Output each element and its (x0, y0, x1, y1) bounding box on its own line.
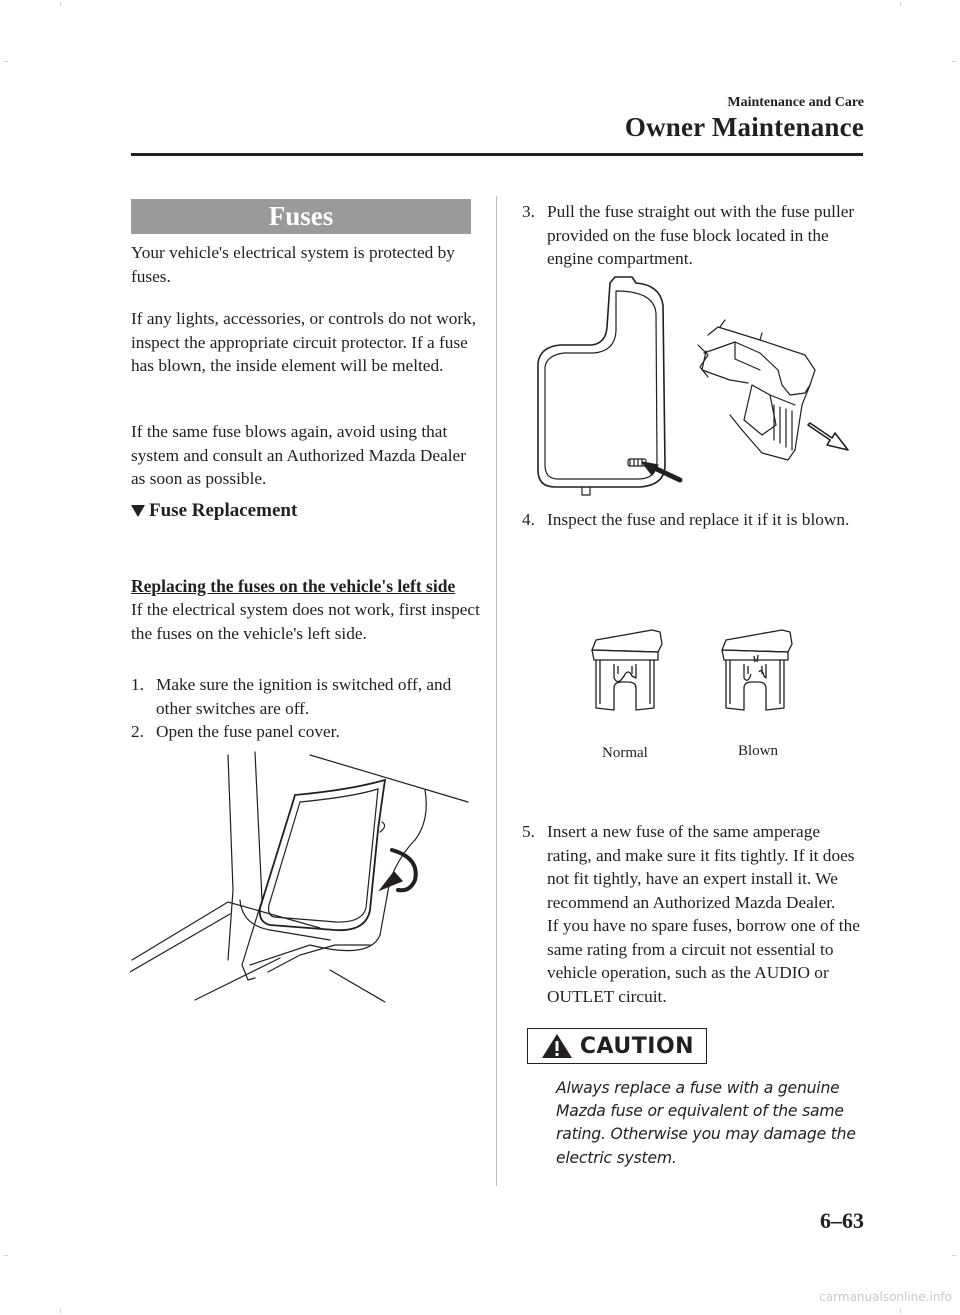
step-text: Inspect the fuse and replace it if it is blown. (547, 510, 850, 529)
repeat-blow-paragraph: If the same fuse blows again, avoid using that system and consult an Authorized Mazda Dealer as soon as possible. (131, 422, 466, 488)
caution-label: CAUTION (579, 1033, 695, 1059)
chapter-title: Maintenance and Care (727, 95, 864, 110)
step-text: Pull the fuse straight out with the fuse puller provided on the fuse block located in the engine compartment. (547, 202, 855, 268)
normal-fuse-icon (588, 628, 668, 716)
step-number: 5. (522, 822, 535, 841)
page-number: 6–63 (820, 1208, 864, 1233)
triangle-bullet-icon (131, 505, 145, 517)
caution-badge (527, 1028, 707, 1064)
left-steps (131, 673, 481, 744)
warning-triangle-icon (540, 1032, 574, 1060)
step-number: 2. (131, 722, 144, 741)
normal-label: Normal (602, 745, 648, 761)
section-title: Owner Maintenance (624, 112, 864, 142)
step-4 (522, 508, 862, 532)
spare-fuse-text: If you have no spare fuses, borrow one of the same rating from a circuit not essential to vehicle operation, such as the AUDIO or OUTLET circuit. (547, 916, 860, 1006)
fuses-heading: Fuses (131, 199, 471, 234)
fuse-block-illustration (530, 275, 850, 500)
caution-text: Always replace a fuse with a genuine Mazda fuse or equivalent of the same rating. Otherwise you may damage the electric system. (556, 1079, 856, 1167)
fuse-panel-cover-illustration (130, 740, 475, 1005)
step-text: Insert a new fuse of the same amperage rating, and make sure it fits tightly. If it does not fit tightly, have an expert install it. We recommend an Authorized Mazda Dealer. (547, 822, 855, 912)
column-divider (496, 196, 497, 1186)
watermark: carmanualsonline.info (819, 1290, 952, 1304)
step-number: 3. (522, 202, 535, 221)
blown-label: Blown (738, 743, 779, 759)
step-1 (131, 673, 481, 720)
step-3 (522, 200, 862, 271)
intro-paragraph: Your vehicle's electrical system is protected by fuses. (131, 243, 455, 286)
step-number: 4. (522, 510, 535, 529)
blown-fuse-icon (718, 628, 798, 716)
step-text: Make sure the ignition is switched off, and other switches are off. (156, 675, 452, 718)
fuse-replacement-heading (131, 500, 297, 522)
inspect-paragraph: If any lights, accessories, or controls do not work, inspect the appropriate circuit protector. If a fuse has blown, the inside element will be melted. (131, 309, 477, 375)
header-rule (131, 153, 863, 156)
subheading-text: Fuse Replacement (149, 500, 298, 521)
left-side-paragraph: If the electrical system does not work, first inspect the fuses on the vehicle's left side. (131, 600, 480, 643)
step-text: Open the fuse panel cover. (156, 722, 340, 741)
step-number: 1. (131, 675, 144, 694)
step-5 (522, 820, 862, 1008)
left-side-heading: Replacing the fuses on the vehicle's left side (131, 576, 456, 596)
